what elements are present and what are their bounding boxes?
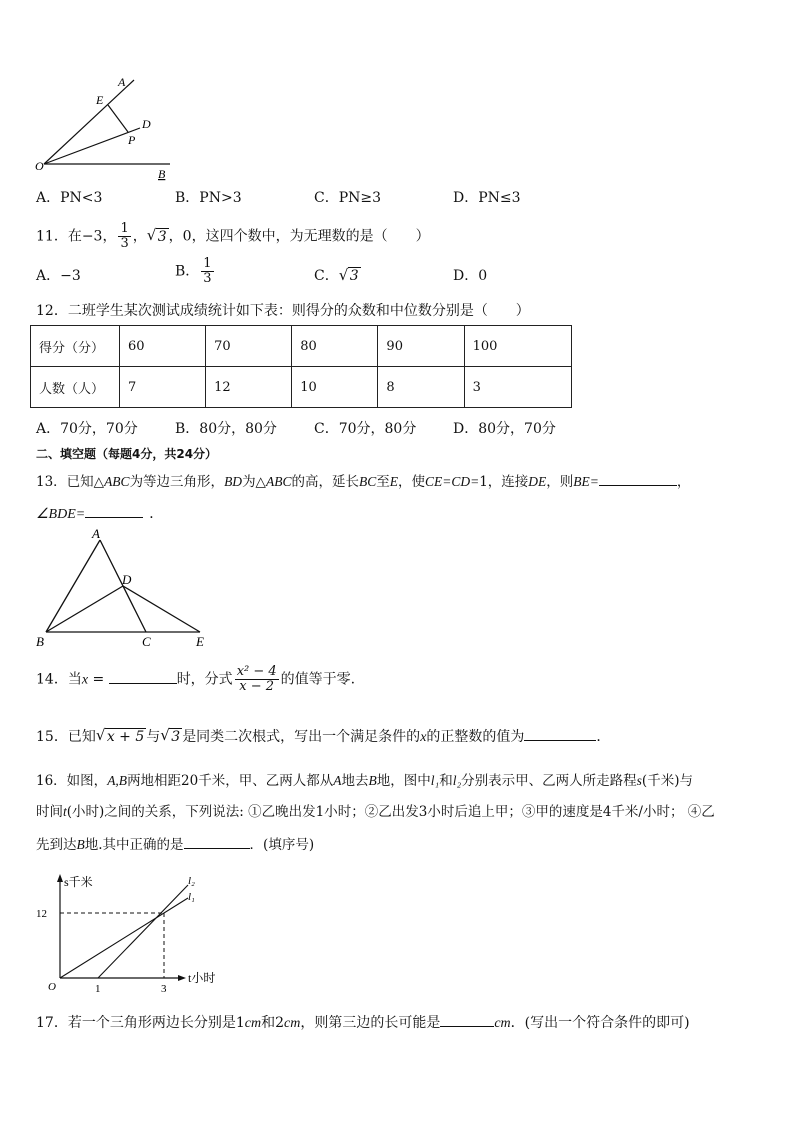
- sqrt-x-plus-5: √ x + 5: [95, 726, 145, 745]
- q11-option-c[interactable]: C． √ 3: [314, 266, 359, 284]
- score-table: [30, 325, 572, 408]
- q12-option-b[interactable]: B．80分，80分: [175, 421, 277, 437]
- sqrt-three: √ 3: [146, 225, 167, 245]
- label-e: E: [96, 93, 104, 107]
- side-ab: [46, 540, 100, 632]
- x-axis-arrow: [178, 975, 186, 981]
- origin-label: O: [48, 981, 56, 993]
- label-p: P: [128, 133, 136, 147]
- y-axis-label: s千米: [64, 875, 93, 889]
- label-c: C: [142, 634, 151, 649]
- answer-blank-correct[interactable]: [184, 834, 250, 849]
- table-row: [31, 367, 572, 408]
- answer-blank-bde[interactable]: [85, 503, 143, 518]
- table-cell: 70: [206, 326, 292, 367]
- q16-question-line2: 时间t(小时)之间的关系，下列说法: ①乙晚出发1小时；②乙出发3小时后追上甲；③甲的速度是4千米/小时； ④乙: [36, 804, 715, 820]
- x-tick-3: 3: [161, 983, 167, 995]
- q11-question: 11．在−3， $\frac{1}{3}$ ， √ 3 ，0，这四个数中，为无理数的是（ ）: [36, 221, 430, 251]
- q13-question-line2: ∠BDE= ．: [36, 503, 163, 524]
- l1-label: l₁: [188, 891, 195, 903]
- q12-option-d[interactable]: D．80分，70分: [453, 421, 556, 437]
- q12-question: 12．二班学生某次测试成绩统计如下表：则得分的众数和中位数分别是（ ）: [36, 303, 530, 319]
- fraction-one-third: $\frac{1}{3}$: [120, 221, 129, 251]
- label-o: O: [35, 159, 44, 173]
- label-b: B: [158, 167, 166, 181]
- q17-question: 17．若一个三角形两边长分别是1cm和2cm，则第三边的长可能是 cm．(写出一个符合条件的即可): [36, 1012, 690, 1033]
- q16-question: 16．如图，A,B两地相距20千米，甲、乙两人都从A地去B地，图中l₁和l₂分别表示甲、乙两人所走路程s(千米)与: [36, 773, 693, 789]
- table-cell: 12: [206, 367, 292, 408]
- q16-question-line3: 先到达B地.其中正确的是 ．(填序号): [36, 834, 314, 854]
- q10-option-d[interactable]: D．PN≤3: [453, 190, 521, 206]
- q15-question: 15．已知 √ x + 5 与 √ 3 是同类二次根式，写出一个满足条件的x的正整数的值为 ．: [36, 726, 611, 745]
- q10-option-c[interactable]: C．PN≥3: [314, 190, 382, 206]
- table-cell: 80: [292, 326, 378, 367]
- q10-option-b[interactable]: B．PN>3: [175, 190, 242, 206]
- line-l2: [98, 885, 188, 978]
- l2-label: l₂: [188, 875, 195, 887]
- triangle-figure: [30, 526, 220, 650]
- q13-question: 13．已知△ABC为等边三角形，BD为△ABC的高，延长BC至E，使CE=CD=1，连接DE，则BE= ，: [36, 471, 690, 491]
- table-cell: 100: [464, 326, 571, 367]
- table-cell: 60: [120, 326, 206, 367]
- q11-option-d[interactable]: D．0: [453, 268, 488, 284]
- x-axis-label: t小时: [188, 971, 216, 985]
- answer-blank-be[interactable]: [599, 471, 677, 486]
- label-b: B: [36, 634, 44, 649]
- label-a: A: [92, 526, 100, 541]
- line-l1: [60, 898, 188, 978]
- table-row: [31, 326, 572, 367]
- q14-question: 14．当x = 时，分式 $\frac{\text{x² − 4}}{x - 2}$ 的值等于零.: [36, 664, 356, 694]
- table-cell: 得分（分）: [31, 326, 120, 367]
- sqrt-three: √ 3: [160, 726, 181, 745]
- table-cell: 8: [378, 367, 464, 408]
- q12-option-c[interactable]: C．70分，80分: [314, 421, 417, 437]
- distance-time-graph: [30, 872, 240, 998]
- segment-ep: [108, 105, 128, 132]
- q11-option-b[interactable]: B． $\frac{1}{3}$: [175, 256, 212, 286]
- q11-option-a[interactable]: A．−3: [36, 268, 81, 284]
- label-d: D: [142, 117, 151, 131]
- table-cell: 3: [464, 367, 571, 408]
- section-heading: 二、填空题（每题4分，共24分）: [36, 447, 218, 461]
- label-a: A: [118, 75, 126, 89]
- answer-blank-x[interactable]: [109, 669, 177, 684]
- label-d: D: [122, 572, 132, 587]
- label-e: E: [196, 634, 204, 649]
- y-axis-arrow: [57, 874, 63, 882]
- table-cell: 人数（人）: [31, 367, 120, 408]
- table-cell: 7: [120, 367, 206, 408]
- ray-od: [44, 128, 140, 164]
- segment-bd: [46, 586, 123, 632]
- answer-blank-integer[interactable]: [524, 726, 596, 741]
- table-cell: 10: [292, 367, 378, 408]
- q12-option-a[interactable]: A．70分，70分: [36, 421, 138, 437]
- x-tick-1: 1: [95, 983, 101, 995]
- angle-figure: [30, 72, 180, 182]
- fraction-expression: $\frac{\text{x² − 4}}{x - 2}$: [236, 664, 277, 694]
- answer-blank-third-side[interactable]: [440, 1012, 494, 1027]
- y-tick-12: 12: [36, 908, 47, 920]
- table-cell: 90: [378, 326, 464, 367]
- q10-option-a[interactable]: A．PN<3: [36, 190, 103, 206]
